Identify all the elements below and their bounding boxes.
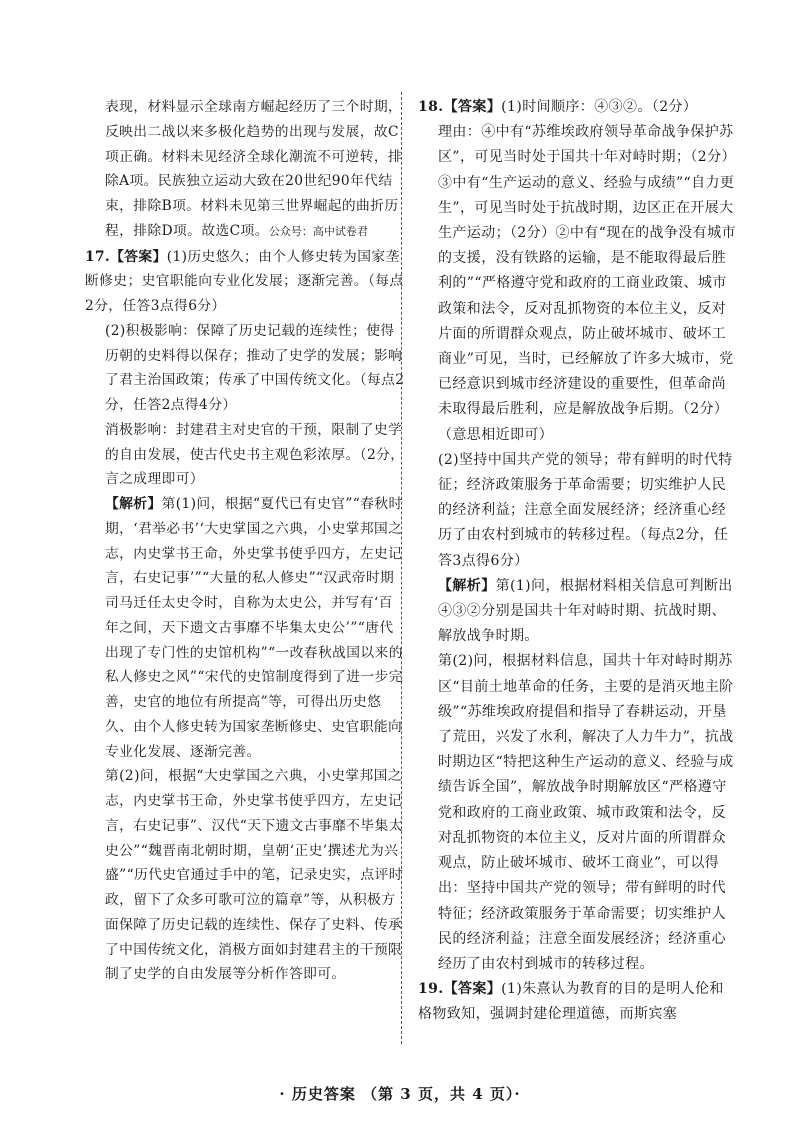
question-19 <box>418 977 738 1027</box>
q19-answer-tag: 【答案】 <box>443 981 502 998</box>
q19-answer-p1: (1)朱熹认为教育的目的是明人伦和格物致知，强调封建伦理道德，而斯宾塞 <box>418 981 724 1023</box>
q18-answer-tag: 【答案】 <box>443 99 502 115</box>
q17-analysis-tag: 【解析】 <box>105 496 162 512</box>
q16-analysis-tail: 表现，材料显示全球南方崛起经历了三个时期，反映出二战以来多极化趋势的出现与发展，故C项正确。材料未见经济全球化潮流不可逆转，排除A项。民族独立运动大致在20世纪90年代结束，排除B项。材料未见第三世界崛起的曲折历程，排除D项。故选C项。公众号：高中试卷君 <box>105 99 403 239</box>
column-divider <box>401 92 402 1044</box>
q18-answer-p2: 理由：④中有“苏维埃政府领导革命战争保护苏区”，可见当时处于国共十年对峙时期；（2分）③中有“生产运动的意义、经验与成绩”“自力更生”，可见当时处于抗战时期，边区正在开展大生产运动；（2分）②中有“现在的战争没有城市的支援，没有铁路的运输，是不能取得最后胜利的”“严格遵守党和政府的工商业政策、城市政策和法令，反对乱抓物资的本位主义，反对片面的所谓群众观点，防止破坏城市、破坏工商业”可见，当时，已经解放了许多大城市，党已经意识到城市经济建设的重要性，但革命尚未取得最后胜利，应是解放战争后期。（2分）（意思相近即可） <box>438 124 736 443</box>
q17-number: 17. <box>85 248 111 265</box>
q18-analysis-tag: 【解析】 <box>438 577 496 594</box>
q17-answer-tag: 【答案】 <box>110 248 167 265</box>
q18-analysis-p2: 第(2)问，根据材料信息，国共十年对峙时期苏区“目前土地革命的任务，主要的是消灭地主阶级”“苏维埃政府提倡和指导了春耕运动，开垦了荒田，兴发了水利，解决了人力牛力”，抗战时期边区“特把这种生产运动的意义、经验与成绩告诉全国”，解放战争时期解放区“严格遵守党和政府的工商业政策、城市政策和法令，反对乱抓物资的本位主义，反对片面的所谓群众观点，防止破坏城市、破坏工商业”，可以得出：坚持中国共产党的领导；带有鲜明的时代特征；经济政策服务于革命需要；切实维护人民的经济利益；注意全面发展经济；经济重心经历了由农村到城市的转移过程。 <box>438 653 734 972</box>
question-17 <box>85 245 405 988</box>
q18-number: 18. <box>418 99 444 115</box>
q17-answer-p3: 消极影响：封建君主对史官的干预，限制了史学的自由发展，使古代史书主观色彩浓厚。（2分，言之成理即可） <box>105 421 405 488</box>
watermark-text: 公众号：高中试卷君 <box>268 224 368 238</box>
q18-answer-p3: (2)坚持中国共产党的领导；带有鲜明的时代特征；经济政策服务于革命需要；切实维护人民的经济利益；注意全面发展经济；经济重心经历了由农村到城市的转移过程。（每点2分，任答3点得6分） <box>438 451 733 569</box>
q17-answer-p2: (2)积极影响：保障了历史记载的连续性；使得历朝的史料得以保存；推动了史学的发展；影响了君主治国政策；传承了中国传统文化。（每点2分，任答2点得4分） <box>105 322 405 413</box>
left-column <box>85 95 405 987</box>
q18-analysis-p1: 第(1)问，根据材料相关信息可判断出④③②分别是国共十年对峙时期、抗战时期、解放战争时期。 <box>438 577 733 645</box>
q17-answer-p1: (1)历史悠久；由个人修史转为国家垄断修史；史官职能向专业化发展；逐渐完善。（每点2分，任答3点得6分） <box>85 248 404 314</box>
q17-analysis-p1: 第(1)问，根据“夏代已有史官”“春秋时期，‘君举必书’‘大史掌国之六典，小史掌邦国之志，内史掌书王命，外史掌书使乎四方，左史记言，右史记事’”“大量的私人修史”“汉武帝时期司马迁任太史令时，自称为太史公，并写有‘百年之间，天下遗文古事靡不毕集太史公’”“唐代出现了专门性的史馆机构”“一改春秋战国以来的私人修史之风”“宋代的史馆制度得到了进一步完善，史官的地位有所提高”等，可得出历史悠久、由个人修史转为国家垄断修史、史官职能向专业化发展、逐渐完善。 <box>105 496 403 760</box>
right-column <box>418 95 738 1028</box>
q19-number: 19. <box>418 981 444 998</box>
q17-analysis-p2: 第(2)问，根据“大史掌国之六典，小史掌邦国之志，内史掌书王命，外史掌书使乎四方，左史记言，右史记事”、汉代“天下遗文古事靡不毕集太史公”“魏晋南北朝时期，皇朝‘正史’撰述尤为兴盛”“历代史官通过手中的笔，记录史实，点评时政，留下了众多可歌可泣的篇章”等，从积极方面保障了历史记载的连续性、保存了史料、传承了中国传统文化，消极方面如封建君主的干预限制了史学的自由发展等分析作答即可。 <box>105 768 403 983</box>
page-footer: · 历史答案 （第 3 页，共 4 页）· <box>279 1085 521 1103</box>
q18-answer-p1: (1)时间顺序：④③②。（2分） <box>501 99 698 115</box>
question-18 <box>418 95 738 977</box>
